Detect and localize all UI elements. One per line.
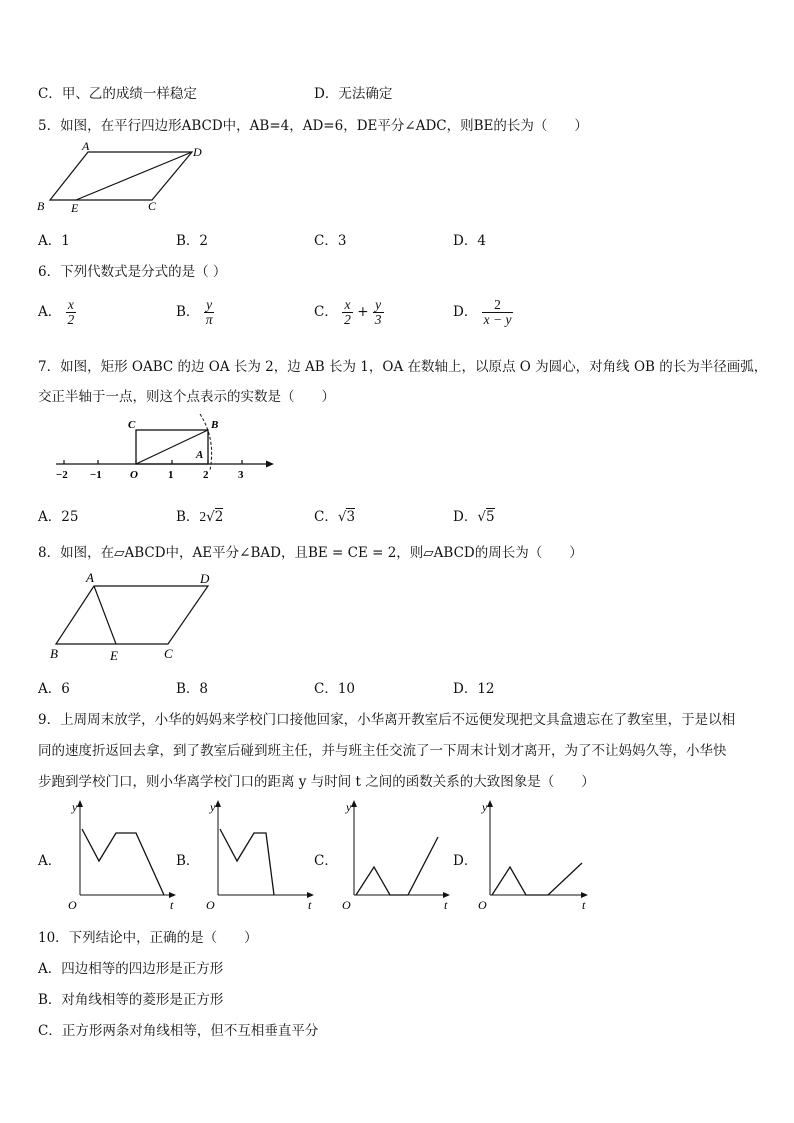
q7-tick-origin: O — [130, 469, 138, 481]
q9-graph-c — [334, 795, 454, 913]
q7-tick-neg1: −1 — [90, 469, 102, 481]
q8-parallelogram — [56, 586, 208, 644]
q10-option-c: C．正方形两条对角线相等，但不互相垂直平分 — [38, 1023, 319, 1039]
q7-number-line-figure — [50, 412, 280, 484]
q9-option-a-label: A． — [38, 853, 62, 869]
q6-stem: 6．下列代数式是分式的是（ ） — [38, 264, 227, 280]
svg-text:y: y — [482, 800, 488, 814]
svg-text:t: t — [444, 898, 448, 912]
q9-graph-d — [470, 795, 594, 913]
q10-stem: 10．下列结论中，正确的是（ ） — [38, 930, 258, 946]
q7-option-a: A．25 — [38, 509, 79, 525]
q9-stem-line3: 步跑到学校门口，则小华离学校门口的距离 y 与时间 t 之间的函数关系的大致图象是（ ） — [38, 774, 595, 790]
q5-label-d: D — [193, 145, 202, 159]
q4-option-c: C．甲、乙的成绩一样稳定 — [38, 86, 197, 102]
q7-label-a: A — [196, 449, 204, 461]
q7-stem-line1: 7．如图，矩形 OABC 的边 OA 长为 2，边 AB 长为 1，OA 在数轴上，以原点 O 为圆心，对角线 OB 的长为半径画弧， — [38, 359, 768, 375]
q10-option-a: A．四边相等的四边形是正方形 — [38, 961, 224, 977]
q9-graph-c-line1 — [356, 867, 408, 895]
q6-option-a: A． $\frac{x}{2}$ — [38, 297, 75, 327]
svg-text:y: y — [72, 800, 78, 814]
q8-option-c: C．10 — [314, 681, 356, 697]
q5-label-b: B — [37, 199, 45, 213]
q7-stem-line2: 交正半轴于一点，则这个点表示的实数是（ ） — [38, 389, 335, 405]
q7-option-d: D．√5 — [453, 509, 495, 525]
svg-text:t: t — [582, 898, 586, 912]
q5-parallelogram-figure — [30, 138, 210, 218]
q5-option-d: D．4 — [453, 233, 486, 249]
q8-option-b: B．8 — [176, 681, 209, 697]
q5-label-a: A — [82, 139, 90, 153]
q6-option-d: D． $\frac{2}{x - y}$ — [453, 297, 512, 327]
sqrt-icon: √ — [477, 509, 486, 525]
q5-option-c: C．3 — [314, 233, 347, 249]
q7-option-c: C．√3 — [314, 509, 356, 525]
q7-arc — [200, 414, 212, 470]
q5-parallelogram — [50, 152, 192, 200]
svg-text:O: O — [206, 898, 215, 912]
q9-graph-b-line — [220, 829, 274, 895]
q8-label-e: E — [110, 648, 118, 663]
q5-option-a: A．1 — [38, 233, 70, 249]
q5-stem: 5．如图，在平行四边形ABCD中，AB=4，AD=6，DE平分∠ADC，则BE的长为（ ） — [38, 118, 588, 134]
sqrt-icon: √ — [337, 509, 347, 525]
q8-option-a: A．6 — [38, 681, 70, 697]
q8-segment-ae — [94, 586, 116, 644]
q8-parallelogram-figure — [40, 568, 230, 664]
q7-tick-1: 1 — [168, 469, 174, 481]
q7-tick-3: 3 — [238, 469, 244, 481]
q4-option-d: D．无法确定 — [314, 86, 393, 102]
q6-option-b: B． $\frac{y}{\pi}$ — [176, 297, 213, 327]
q8-option-d: D．12 — [453, 681, 495, 697]
q8-label-a: A — [86, 570, 94, 585]
svg-text:t: t — [170, 898, 174, 912]
q8-label-b: B — [50, 646, 58, 661]
sqrt-icon: √ — [206, 509, 215, 525]
q5-segment-de — [76, 152, 192, 200]
q9-graph-d-line — [492, 863, 582, 895]
q7-option-b: B．2√2 — [176, 509, 224, 525]
q9-graph-a — [60, 795, 180, 913]
q7-tick-2: 2 — [203, 469, 209, 481]
q7-label-c: C — [128, 419, 136, 431]
q9-graph-c-line2 — [408, 837, 438, 895]
q7-tick-neg2: −2 — [56, 469, 68, 481]
svg-text:y: y — [210, 800, 216, 814]
q10-option-b: B．对角线相等的菱形是正方形 — [38, 992, 224, 1008]
q9-graph-a-line — [82, 829, 164, 895]
q8-label-c: C — [164, 646, 173, 661]
q7-arrow — [266, 461, 274, 468]
q8-stem: 8．如图，在▱ABCD中，AE平分∠BAD，且BE = CE = 2，则▱ABCD的周长为（ ） — [38, 545, 583, 561]
q9-graph-b — [198, 795, 318, 913]
q5-label-e: E — [71, 201, 79, 215]
svg-text:O: O — [68, 898, 77, 912]
q9-stem-line1: 9．上周周末放学，小华的妈妈来学校门口接他回家，小华离开教室后不远便发现把文具盒遗忘在了教室里，于是以相 — [38, 712, 736, 728]
q9-option-c-label: C． — [314, 853, 338, 869]
svg-text:O: O — [478, 898, 487, 912]
svg-text:t: t — [308, 898, 312, 912]
q9-option-b-label: B． — [176, 853, 200, 869]
q8-label-d: D — [200, 571, 210, 586]
svg-text:O: O — [342, 898, 351, 912]
q5-option-b: B．2 — [176, 233, 209, 249]
q5-label-c: C — [148, 199, 157, 213]
q7-label-b: B — [211, 419, 219, 431]
q9-stem-line2: 同的速度折返回去拿，到了教室后碰到班主任，并与班主任交流了一下周末计划才离开，为了不让妈妈久等，小华快 — [38, 743, 727, 759]
q9-option-d-label: D． — [453, 853, 478, 869]
svg-text:y: y — [346, 800, 352, 814]
q6-option-c: C． $\frac{x}{2}$ + $\frac{y}{3}$ — [314, 297, 382, 327]
